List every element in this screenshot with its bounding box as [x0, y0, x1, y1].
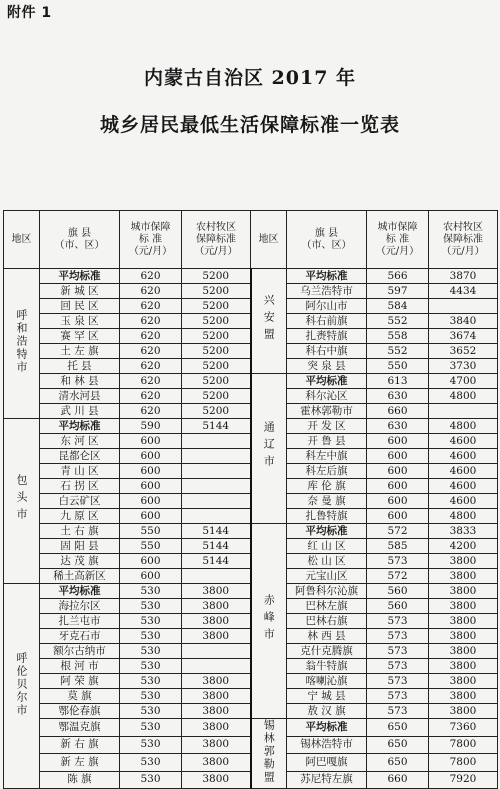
rural-standard-cell: 5144	[182, 539, 251, 554]
county-cell: 巴林右旗	[287, 614, 367, 629]
rural-standard-cell	[429, 404, 498, 419]
rural-standard-cell: 7800	[429, 754, 498, 772]
urban-standard-cell: 600	[367, 479, 429, 494]
urban-standard-cell: 600	[120, 434, 182, 449]
county-cell: 白云矿区	[40, 494, 120, 509]
rural-standard-cell: 3870	[429, 269, 498, 284]
county-cell: 平均标准	[40, 419, 120, 434]
rural-standard-cell: 5200	[182, 359, 251, 374]
rural-standard-cell: 5200	[182, 329, 251, 344]
urban-standard-cell: 530	[120, 599, 182, 614]
county-cell: 翁牛特旗	[287, 659, 367, 674]
rural-standard-cell: 5144	[182, 419, 251, 434]
county-cell: 扎赉特旗	[287, 329, 367, 344]
rural-standard-cell	[182, 449, 251, 464]
attachment-label: 附件 1	[7, 5, 52, 21]
urban-standard-cell: 590	[120, 419, 182, 434]
urban-standard-cell: 597	[367, 284, 429, 299]
rural-standard-cell	[182, 569, 251, 584]
county-cell: 达 茂 旗	[40, 554, 120, 569]
county-cell: 牙克石市	[40, 629, 120, 644]
rural-standard-cell: 4600	[429, 434, 498, 449]
county-cell: 新 右 旗	[40, 736, 120, 754]
urban-standard-cell: 530	[120, 674, 182, 689]
county-cell: 宁 城 县	[287, 689, 367, 704]
county-cell: 阿尔山市	[287, 299, 367, 314]
county-cell: 开 发 区	[287, 419, 367, 434]
urban-standard-cell: 552	[367, 314, 429, 329]
urban-standard-cell: 650	[367, 736, 429, 754]
rural-standard-cell: 3800	[182, 719, 251, 737]
rural-standard-cell: 4434	[429, 284, 498, 299]
urban-standard-cell: 600	[367, 434, 429, 449]
county-cell: 巴林左旗	[287, 599, 367, 614]
county-cell: 科尔沁区	[287, 389, 367, 404]
county-cell: 科右中旗	[287, 344, 367, 359]
rural-standard-cell: 5200	[182, 314, 251, 329]
urban-standard-cell: 600	[120, 479, 182, 494]
urban-standard-cell: 620	[120, 314, 182, 329]
region-name: 呼伦贝尔市	[15, 651, 28, 717]
urban-standard-cell: 600	[120, 569, 182, 584]
urban-standard-cell: 530	[120, 719, 182, 737]
urban-standard-cell: 620	[120, 284, 182, 299]
rural-standard-cell: 3800	[429, 584, 498, 599]
subsistence-standards-table	[3, 210, 498, 789]
rural-standard-cell: 3833	[429, 524, 498, 539]
region-name: 包头市	[15, 473, 28, 525]
urban-standard-cell: 650	[367, 719, 429, 737]
region-cell	[4, 269, 40, 419]
county-cell: 林 西 县	[287, 629, 367, 644]
county-cell: 额尔古纳市	[40, 644, 120, 659]
county-cell: 松 山 区	[287, 554, 367, 569]
county-cell: 平均标准	[287, 269, 367, 284]
rural-standard-cell: 3800	[429, 674, 498, 689]
region-name: 通辽市	[262, 421, 276, 472]
urban-standard-cell: 530	[120, 584, 182, 599]
county-cell: 赛 罕 区	[40, 329, 120, 344]
page-subtitle: 城乡居民最低生活保障标准一览表	[99, 114, 400, 136]
column-header-region: 地区	[251, 211, 287, 269]
county-cell: 平均标准	[287, 719, 367, 737]
column-header-rural: 农村牧区 保障标准 （元/月）	[429, 211, 498, 269]
county-cell: 苏尼特左旗	[287, 771, 367, 789]
county-cell: 平均标准	[40, 584, 120, 599]
county-cell: 平均标准	[40, 269, 120, 284]
rural-standard-cell: 5200	[182, 344, 251, 359]
rural-standard-cell: 5200	[182, 389, 251, 404]
rural-standard-cell	[182, 659, 251, 674]
rural-standard-cell	[182, 644, 251, 659]
urban-standard-cell: 573	[367, 689, 429, 704]
county-cell: 喀喇沁旗	[287, 674, 367, 689]
county-cell: 陈 旗	[40, 771, 120, 789]
urban-standard-cell: 550	[120, 539, 182, 554]
urban-standard-cell: 573	[367, 704, 429, 719]
urban-standard-cell: 530	[120, 644, 182, 659]
county-cell: 乌兰浩特市	[287, 284, 367, 299]
rural-standard-cell: 4600	[429, 479, 498, 494]
urban-standard-cell: 573	[367, 644, 429, 659]
urban-standard-cell: 650	[367, 754, 429, 772]
county-cell: 锡林浩特市	[287, 736, 367, 754]
urban-standard-cell: 600	[120, 449, 182, 464]
county-cell: 武 川 县	[40, 404, 120, 419]
region-cell	[251, 374, 287, 524]
rural-standard-cell: 3800	[429, 689, 498, 704]
rural-standard-cell: 4800	[429, 419, 498, 434]
urban-standard-cell: 560	[367, 599, 429, 614]
county-cell: 回 民 区	[40, 299, 120, 314]
rural-standard-cell	[182, 479, 251, 494]
rural-standard-cell: 4600	[429, 494, 498, 509]
urban-standard-cell: 600	[367, 464, 429, 479]
county-cell: 昆都仑区	[40, 449, 120, 464]
urban-standard-cell: 550	[120, 524, 182, 539]
county-cell: 莫 旗	[40, 689, 120, 704]
county-cell: 东 河 区	[40, 434, 120, 449]
urban-standard-cell: 573	[367, 629, 429, 644]
county-cell: 平均标准	[287, 524, 367, 539]
rural-standard-cell: 3800	[429, 659, 498, 674]
county-cell: 石 拐 区	[40, 479, 120, 494]
rural-standard-cell: 4600	[429, 464, 498, 479]
urban-standard-cell: 620	[120, 329, 182, 344]
region-name: 呼和浩特市	[15, 309, 28, 374]
rural-standard-cell: 3800	[182, 674, 251, 689]
county-cell: 阿 荣 旗	[40, 674, 120, 689]
county-cell: 固 阳 县	[40, 539, 120, 554]
rural-standard-cell: 7800	[429, 736, 498, 754]
urban-standard-cell: 550	[367, 359, 429, 374]
rural-standard-cell: 5200	[182, 269, 251, 284]
rural-standard-cell: 3674	[429, 329, 498, 344]
county-cell: 九 原 区	[40, 509, 120, 524]
rural-standard-cell: 3800	[182, 599, 251, 614]
rural-standard-cell: 3652	[429, 344, 498, 359]
region-name: 兴安盟	[262, 293, 276, 345]
rural-standard-cell: 3800	[182, 629, 251, 644]
column-header-region: 地区	[4, 211, 40, 269]
urban-standard-cell: 584	[367, 299, 429, 314]
urban-standard-cell: 585	[367, 539, 429, 554]
region-cell	[251, 524, 287, 719]
rural-standard-cell	[182, 494, 251, 509]
rural-standard-cell: 3800	[429, 644, 498, 659]
rural-standard-cell: 3800	[429, 599, 498, 614]
county-cell: 奈 曼 旗	[287, 494, 367, 509]
urban-standard-cell: 572	[367, 569, 429, 584]
rural-standard-cell: 4700	[429, 374, 498, 389]
county-cell: 青 山 区	[40, 464, 120, 479]
urban-standard-cell: 530	[120, 754, 182, 772]
urban-standard-cell: 573	[367, 554, 429, 569]
urban-standard-cell: 530	[120, 736, 182, 754]
county-cell: 鄂温克旗	[40, 719, 120, 737]
urban-standard-cell: 560	[367, 584, 429, 599]
table-row	[4, 719, 498, 737]
county-cell: 元宝山区	[287, 569, 367, 584]
urban-standard-cell: 573	[367, 659, 429, 674]
urban-standard-cell: 566	[367, 269, 429, 284]
column-header-county: 旗 县 （市、区）	[40, 211, 120, 269]
rural-standard-cell: 3800	[182, 584, 251, 599]
rural-standard-cell: 3800	[429, 614, 498, 629]
region-cell	[251, 269, 287, 374]
urban-standard-cell: 600	[120, 509, 182, 524]
rural-standard-cell: 3800	[429, 554, 498, 569]
county-cell: 新 城 区	[40, 284, 120, 299]
rural-standard-cell: 3800	[182, 754, 251, 772]
rural-standard-cell: 5200	[182, 374, 251, 389]
county-cell: 开 鲁 县	[287, 434, 367, 449]
urban-standard-cell: 613	[367, 374, 429, 389]
rural-standard-cell: 3800	[182, 614, 251, 629]
urban-standard-cell: 530	[120, 771, 182, 789]
county-cell: 土 右 旗	[40, 524, 120, 539]
region-cell	[4, 419, 40, 584]
urban-standard-cell: 660	[367, 771, 429, 789]
rural-standard-cell: 5200	[182, 299, 251, 314]
urban-standard-cell: 630	[367, 389, 429, 404]
urban-standard-cell: 530	[120, 704, 182, 719]
urban-standard-cell: 558	[367, 329, 429, 344]
urban-standard-cell: 620	[120, 299, 182, 314]
urban-standard-cell: 600	[120, 464, 182, 479]
rural-standard-cell: 5200	[182, 404, 251, 419]
rural-standard-cell: 3800	[182, 689, 251, 704]
rural-standard-cell: 4200	[429, 539, 498, 554]
county-cell: 库 伦 旗	[287, 479, 367, 494]
county-cell: 稀土高新区	[40, 569, 120, 584]
county-cell: 克什克腾旗	[287, 644, 367, 659]
urban-standard-cell: 660	[367, 404, 429, 419]
rural-standard-cell: 3800	[182, 704, 251, 719]
county-cell: 敖 汉 旗	[287, 704, 367, 719]
table-header-row	[4, 211, 498, 269]
rural-standard-cell: 4600	[429, 449, 498, 464]
urban-standard-cell: 530	[120, 629, 182, 644]
rural-standard-cell	[429, 299, 498, 314]
column-header-urban: 城市保障 标 准 （元/月）	[367, 211, 429, 269]
rural-standard-cell: 5200	[182, 284, 251, 299]
region-name: 锡林郭勒盟	[262, 719, 276, 784]
rural-standard-cell: 3800	[182, 771, 251, 789]
rural-standard-cell: 4800	[429, 389, 498, 404]
urban-standard-cell: 530	[120, 659, 182, 674]
rural-standard-cell	[182, 464, 251, 479]
column-header-urban: 城市保障 标 准 （元/月）	[120, 211, 182, 269]
county-cell: 新 左 旗	[40, 754, 120, 772]
county-cell: 根 河 市	[40, 659, 120, 674]
column-header-county: 旗 县 （市、区）	[287, 211, 367, 269]
county-cell: 霍林郭勒市	[287, 404, 367, 419]
county-cell: 土 左 旗	[40, 344, 120, 359]
table-row	[4, 524, 498, 539]
urban-standard-cell: 620	[120, 359, 182, 374]
county-cell: 平均标准	[287, 374, 367, 389]
urban-standard-cell: 530	[120, 614, 182, 629]
county-cell: 科右前旗	[287, 314, 367, 329]
urban-standard-cell: 620	[120, 389, 182, 404]
urban-standard-cell: 620	[120, 374, 182, 389]
county-cell: 红 山 区	[287, 539, 367, 554]
urban-standard-cell: 573	[367, 614, 429, 629]
urban-standard-cell: 552	[367, 344, 429, 359]
county-cell: 鄂伦春旗	[40, 704, 120, 719]
rural-standard-cell: 5144	[182, 554, 251, 569]
urban-standard-cell: 572	[367, 524, 429, 539]
region-cell	[4, 584, 40, 789]
county-cell: 科左中旗	[287, 449, 367, 464]
county-cell: 玉 泉 区	[40, 314, 120, 329]
county-cell: 清水河县	[40, 389, 120, 404]
rural-standard-cell: 7360	[429, 719, 498, 737]
region-name: 赤峰市	[262, 593, 276, 645]
urban-standard-cell: 620	[120, 404, 182, 419]
county-cell: 阿巴嘎旗	[287, 754, 367, 772]
rural-standard-cell: 3800	[182, 736, 251, 754]
county-cell: 突 泉 县	[287, 359, 367, 374]
urban-standard-cell: 600	[367, 509, 429, 524]
county-cell: 和 林 县	[40, 374, 120, 389]
column-header-rural: 农村牧区 保障标准 （元/月）	[182, 211, 251, 269]
table-row	[4, 269, 498, 284]
rural-standard-cell: 5144	[182, 524, 251, 539]
county-cell: 科左后旗	[287, 464, 367, 479]
rural-standard-cell	[182, 434, 251, 449]
county-cell: 海拉尔区	[40, 599, 120, 614]
rural-standard-cell: 3730	[429, 359, 498, 374]
urban-standard-cell: 573	[367, 674, 429, 689]
table-row	[4, 374, 498, 389]
urban-standard-cell: 530	[120, 689, 182, 704]
county-cell: 扎兰屯市	[40, 614, 120, 629]
urban-standard-cell: 620	[120, 269, 182, 284]
county-cell: 扎鲁特旗	[287, 509, 367, 524]
urban-standard-cell: 620	[120, 344, 182, 359]
urban-standard-cell: 600	[367, 494, 429, 509]
rural-standard-cell: 4800	[429, 509, 498, 524]
urban-standard-cell: 630	[367, 419, 429, 434]
rural-standard-cell: 7920	[429, 771, 498, 789]
urban-standard-cell: 600	[120, 494, 182, 509]
page-title: 内蒙古自治区 2017 年	[143, 67, 357, 89]
urban-standard-cell: 600	[120, 554, 182, 569]
rural-standard-cell: 3800	[429, 569, 498, 584]
rural-standard-cell	[182, 509, 251, 524]
rural-standard-cell: 3840	[429, 314, 498, 329]
county-cell: 阿鲁科尔沁旗	[287, 584, 367, 599]
county-cell: 托 县	[40, 359, 120, 374]
urban-standard-cell: 600	[367, 449, 429, 464]
rural-standard-cell: 3800	[429, 629, 498, 644]
rural-standard-cell: 3800	[429, 704, 498, 719]
